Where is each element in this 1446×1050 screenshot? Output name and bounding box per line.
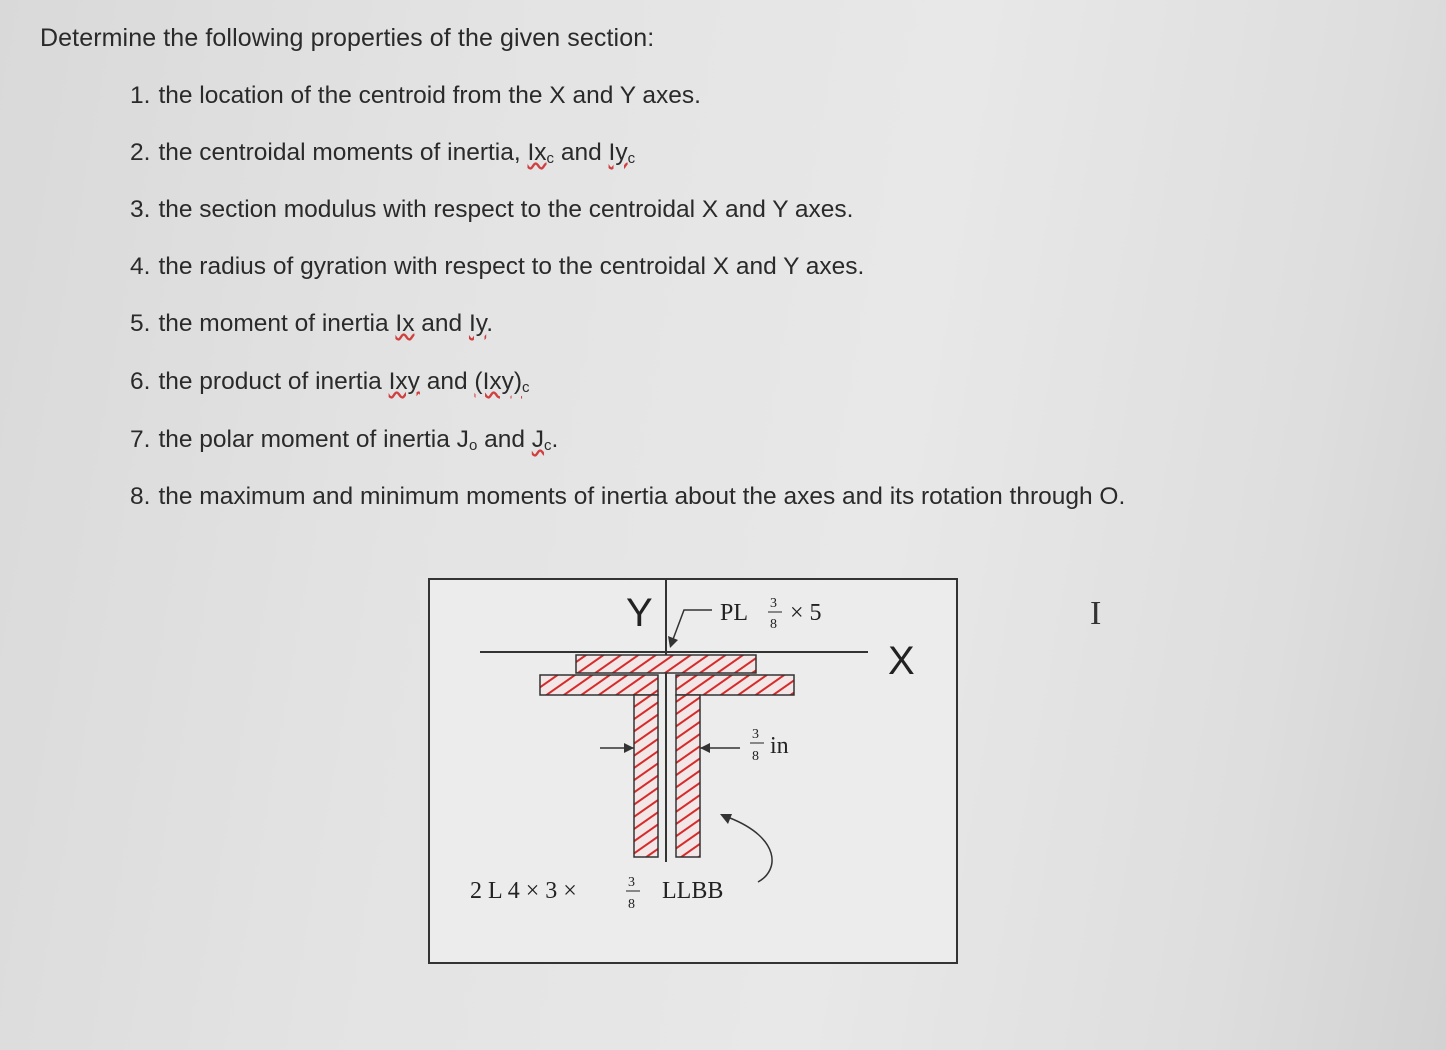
tee-section-diagram [430,580,960,966]
plate-leader-line [672,610,712,642]
angles-designation: LLBB [662,878,724,904]
item-number: 3. [130,196,151,223]
plate [576,655,756,673]
item-number: 7. [130,426,151,453]
left-angle-vertical-leg [634,695,658,857]
item-text: the product of inertia [158,368,389,395]
right-angle-vertical-leg [676,695,700,857]
problem-heading: Determine the following properties of the given section: [40,24,655,52]
text-cursor-icon: I [1090,595,1102,632]
item-text: the location of the centroid from the X and Y axes. [158,82,701,109]
item-text: the radius of gyration with respect to the centroidal X and Y axes. [158,253,865,280]
gap-fraction-numerator: 3 [752,727,759,742]
angles-fraction-numerator: 3 [628,875,635,890]
list-item-2: 2. the centroidal moments of inertia, $Ix_c$ and $Iy_c$ [130,139,636,167]
plate-times-width: × 5 [790,600,822,626]
item-text: the polar moment of inertia J [158,426,469,453]
angles-fraction-denominator: 8 [628,897,635,912]
plate-label: PL [720,600,749,626]
symbol-iy: Iy [468,310,487,337]
item-text: the centroidal moments of inertia, [158,139,528,166]
item-text: the maximum and minimum moments of inertia about the axes and its rotation through O. [158,483,1126,510]
symbol-jc: $J_c$ [531,426,552,454]
arrowhead-icon [720,814,732,824]
symbol-ixc: $Ix_c$ [527,139,555,167]
x-axis-label: X [888,639,915,683]
symbol-ix: Ix [395,310,415,337]
item-number: 5. [130,310,151,337]
symbol-ixy-c: $(Ixy)_c$ [474,368,530,396]
angles-leader-line [730,818,772,882]
item-number: 2. [130,139,151,166]
list-item-4 [130,253,864,281]
item-number: 6. [130,368,151,395]
y-axis-label: Y [626,591,653,635]
item-number: 1. [130,82,151,109]
item-text: the moment of inertia [158,310,396,337]
gap-unit: in [770,733,789,759]
list-item-3 [130,196,853,224]
section-figure [428,578,958,964]
item-number: 4. [130,253,151,280]
list-item-5: 5. the moment of inertia Ix and Iy. [130,310,494,337]
plate-fraction-numerator: 3 [770,596,777,611]
symbol-ixy: Ixy [388,368,420,395]
angles-label: 2 L 4 × 3 × [470,878,577,904]
right-angle-horizontal-leg [676,675,794,695]
arrowhead-icon [624,743,634,753]
list-item-8 [130,483,1125,511]
item-text: the section modulus with respect to the centroidal X and Y axes. [158,196,854,223]
arrowhead-icon [700,743,710,753]
list-item-6: 6. the product of inertia Ixy and $(Ixy)_c$ [130,368,530,396]
list-item-1 [130,82,701,110]
left-angle-horizontal-leg [540,675,658,695]
gap-fraction-denominator: 8 [752,749,759,764]
list-item-7: 7. the polar moment of inertia $J_o$ and $J_c$. [130,426,559,454]
plate-fraction-denominator: 8 [770,617,777,632]
item-number: 8. [130,483,151,510]
symbol-iyc: $Iy_c$ [608,139,636,167]
